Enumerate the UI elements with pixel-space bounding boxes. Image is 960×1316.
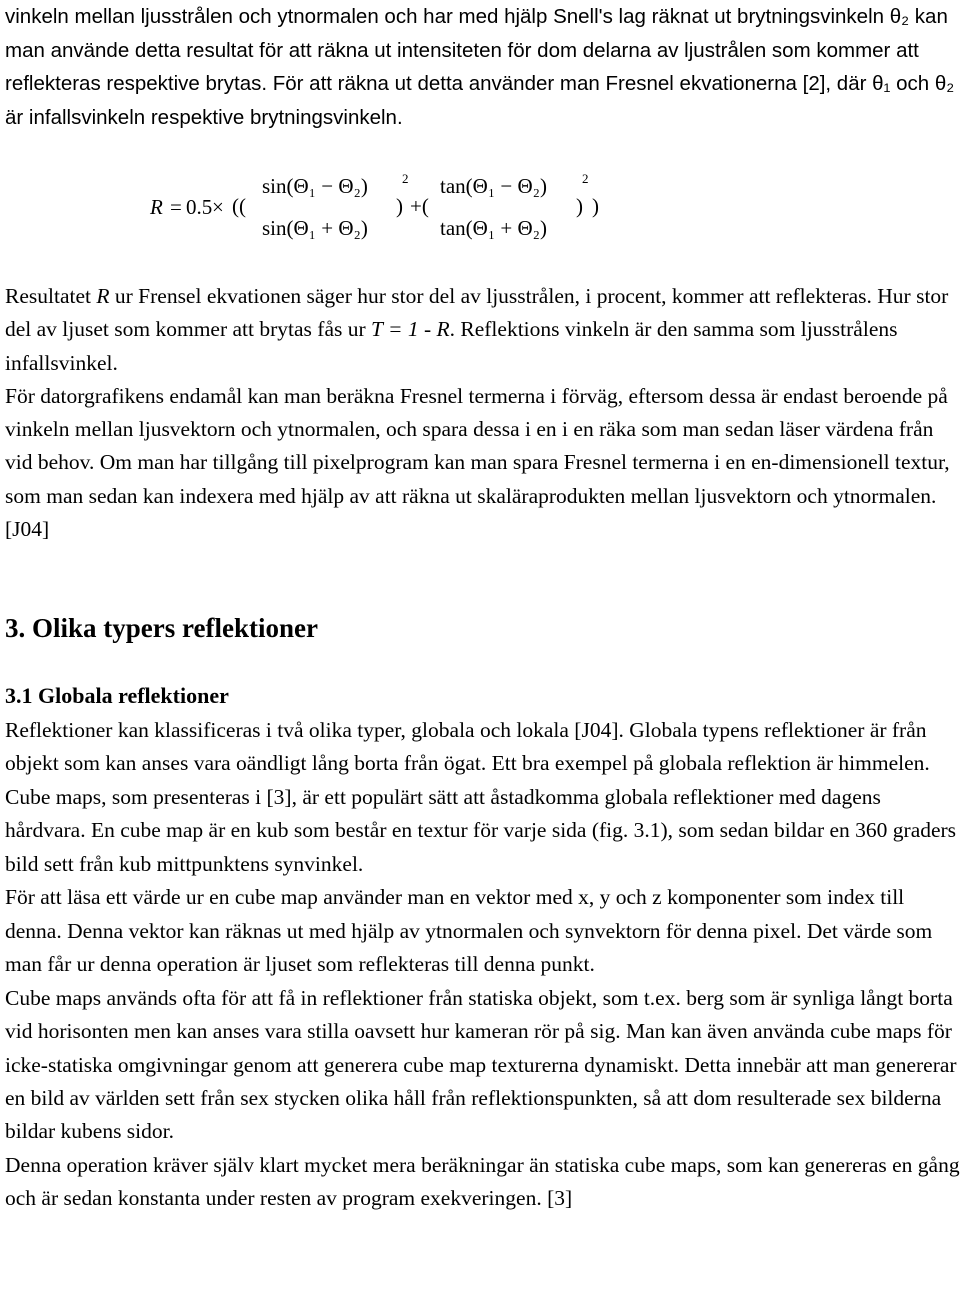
paragraph-result-text-b: ur Frensel ekvationen säger hur stor del av ljusstrålen, i procent, kommer att reflekteras. Hur stor del av ljuset som kommer att brytas fås ur — [5, 284, 949, 342]
formula-close-paren-1: ) — [396, 194, 403, 218]
subsection-heading: 3.1 Globala reflektioner — [5, 683, 229, 708]
formula-open-paren: (( — [232, 194, 246, 218]
formula-close-paren-3: ) — [592, 194, 599, 218]
formula-tan-denominator: tan(Θ₁ + Θ₂) — [440, 216, 547, 240]
paragraph-precompute: För datorgrafikens endamål kan man beräkna Fresnel termerna i förväg, eftersom dessa är endast beroende på vinkeln mellan ljusvektorn och ytnormalen, och spara dessa i en i en räka som man sedan läser värdena från vid behov. Om man har tillgång till pixelprogram kan man spara Fresnel termerna i en en-dimensionell textur, som man sedan kan indexera med hjälp av att räkna ut skaläraprodukten mellan ljusvektorn och ytnormalen. [J04] — [5, 383, 950, 542]
transmission-formula: T = 1 - R — [371, 317, 450, 342]
formula-exponent-2: 2 — [582, 171, 589, 186]
paragraph-result-text-a: Resultatet — [5, 284, 97, 308]
formula-plus: +( — [410, 194, 429, 218]
paragraph-performance: Denna operation kräver själv klart mycket mera beräkningar än statiska cube maps, som kan genereras en gång och är sedan konstanta under resten av program exekveringen. [3] — [5, 1152, 960, 1211]
fresnel-formula — [0, 166, 640, 246]
paragraph-global-reflections: Reflektioner kan klassificeras i två olika typer, globala och lokala [J04]. Globala typens reflektioner är från objekt som kan anses vara oändligt lång borta från ögat. Ett bra exempel på globala reflektion är himmelen. Cube maps, som presenteras i [3], är ett populärt sätt att åstadkomma globala reflektioner med dagens hårdvara. En cube map är en kub som består en textur för varje sida (fig. 3.1), som sedan bildar en 360 graders bild sett från kub mittpunktens synvinkel. — [5, 718, 957, 876]
paragraph-cube-map-lookup: För att läsa ett värde ur en cube map använder man en vektor med x, y och z komponenter som index till denna. Denna vektor kan räknas ut med hjälp av ytnormalen och synvektorn för denna pixel. Det värde som man får ur denna operation är ljuset som reflekteras till denna punkt. — [5, 885, 933, 977]
variable-r: R — [96, 284, 110, 308]
formula-lhs: R — [150, 195, 163, 219]
formula-sin-numerator: sin(Θ₁ − Θ₂) — [262, 174, 368, 198]
formula-sin-denominator: sin(Θ₁ + Θ₂) — [262, 216, 368, 240]
formula-coefficient: 0.5 — [186, 195, 213, 219]
formula-tan-numerator: tan(Θ₁ − Θ₂) — [440, 174, 547, 198]
formula-exponent-1: 2 — [402, 171, 409, 186]
paragraph-result — [5, 280, 960, 380]
intro-paragraph: vinkeln mellan ljusstrålen och ytnormalen och har med hjälp Snell's lag räknat ut brytningsvinkeln θ₂ kan man använde detta resultat för att räkna ut intensiteten för dom delarna av ljustrålen som kommer att reflekteras respektive brytas. För att räkna ut detta använder man Fresnel ekvationerna [2], där θ₁ och θ₂ är infallsvinkeln respektive brytningsvinkeln. — [5, 5, 955, 129]
section-body — [5, 714, 960, 1216]
section-heading: 3. Olika typers reflektioner — [5, 613, 318, 643]
formula-close-paren-2: ) — [576, 194, 583, 218]
paragraph-result-text-c: . Reflektions vinkeln är den samma som ljusstrålens infallsvinkel. — [5, 317, 898, 375]
formula-equals: = — [170, 195, 182, 219]
paragraph-dynamic-cube-maps: Cube maps används ofta för att få in reflektioner från statiska objekt, som t.ex. berg som är synliga långt borta vid horisonten men kan anses vara stilla oavsett hur kameran rör på sig. Man kan även använda cube maps för icke-statiska omgivningar genom att generera cube map texturerna dynamiskt. Detta innebär att man genererar en bild av världen sett från sex stycken olika håll från reflektionspunkten, så att dom resulterade sex bilderna bildar kubens sidor. — [5, 985, 957, 1144]
fresnel-explanation — [5, 280, 960, 546]
formula-times: × — [212, 195, 224, 219]
